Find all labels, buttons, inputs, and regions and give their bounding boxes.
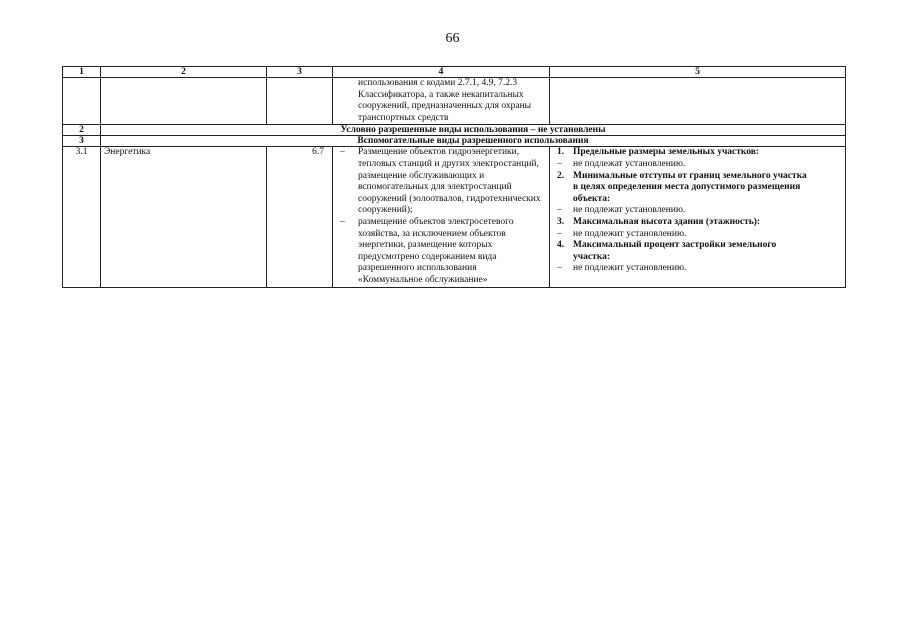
use-description	[333, 147, 550, 287]
header-cell-5: 5	[550, 67, 846, 78]
row-number: 3.1	[63, 147, 101, 287]
continuation-text: использования с кодами 2.7.1, 4.9, 7.2.3 Классификатора, а также некапитальных сооружений, предназначенных для охраны транспортных средств	[333, 78, 550, 125]
header-cell-1: 1	[63, 67, 101, 78]
continuation-row	[63, 78, 846, 125]
table-header-row	[63, 67, 846, 78]
description-item: – размещение объектов электросетевого хозяйства, за исключением объектов энергетики, размещение которых предусмотрено содержанием вида разрешенного использования «Коммунальное обслуживание»	[340, 216, 514, 285]
land-use-table	[62, 66, 846, 288]
section-number: 3	[63, 136, 101, 147]
page-number: 66	[445, 31, 460, 46]
section-title: Вспомогательные виды разрешенного использования	[101, 136, 846, 147]
use-parameters	[550, 147, 846, 287]
table-row	[63, 147, 846, 287]
header-cell-2: 2	[101, 67, 267, 78]
use-code: 6.7	[267, 147, 333, 287]
header-cell-3: 3	[267, 67, 333, 78]
description-item: – Размещение объектов гидроэнергетики, тепловых станций и других электростанций, размещение обслуживающих и вспомогательных для электростанций сооружений (золоотвалов, гидротехнических сооружений);	[340, 147, 541, 216]
parameter-heading: 3. Максимальная высота здания (этажность):	[557, 216, 761, 227]
parameter-value: – не подлежат установлению.	[557, 158, 686, 169]
parameter-value: – не подлежит установлению.	[557, 228, 687, 239]
use-name: Энергетика	[101, 147, 267, 287]
section-row-auxiliary	[63, 136, 846, 147]
parameter-value: – не подлежит установлению.	[557, 263, 687, 274]
header-cell-4: 4	[333, 67, 550, 78]
parameter-value: – не подлежат установлению.	[557, 205, 686, 216]
parameter-heading: 4. Максимальный процент застройки земельного участка:	[557, 240, 777, 262]
section-number: 2	[63, 125, 101, 136]
section-row-conditional	[63, 125, 846, 136]
parameter-heading: 2. Минимальные отступы от границ земельного участка в целях определения места допустимого размещения объекта:	[557, 170, 807, 204]
section-title: Условно разрешенные виды использования – не установлены	[101, 125, 846, 136]
parameter-heading: 1. Предельные размеры земельных участков:	[557, 147, 760, 158]
